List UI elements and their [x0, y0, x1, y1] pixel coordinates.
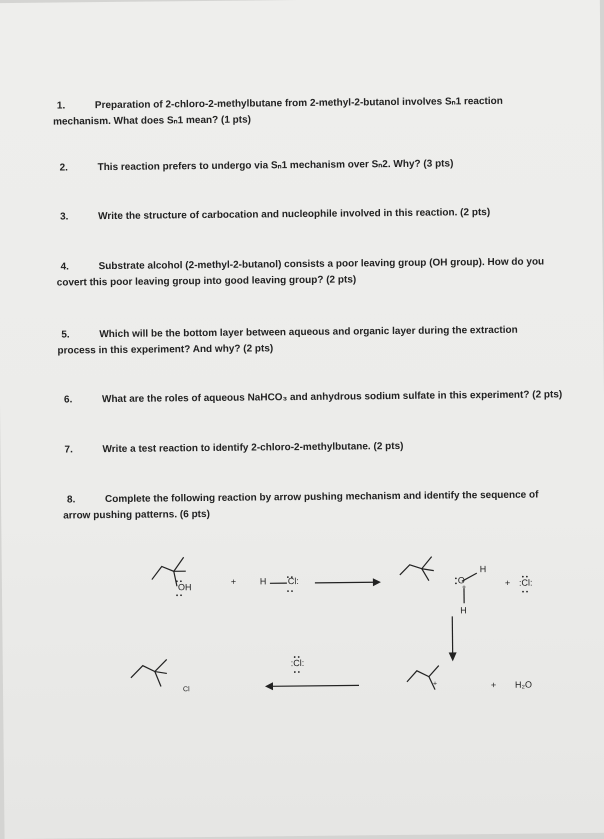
plus-sign: +: [231, 577, 236, 587]
product-chlorine-label: Cl: [183, 686, 190, 693]
question-text: Write a test reaction to identify 2-chloro-2-methylbutane. (2 pts): [102, 441, 403, 455]
question-number: 6.: [64, 392, 102, 408]
question-number: 7.: [64, 442, 102, 458]
question-number: 4.: [61, 259, 99, 275]
question-number: 8.: [67, 492, 105, 508]
question-text: Write the structure of carbocation and nucleophile involved in this reaction. (2 pts): [98, 207, 490, 222]
oxonium-charge: +: [462, 584, 466, 591]
question-text: Which will be the bottom layer between aqueous and organic layer during the extraction: [99, 325, 517, 340]
forward-arrowhead: [373, 578, 381, 586]
carbocation-charge: +: [433, 681, 437, 688]
question-text: This reaction prefers to undergo via Sₙ1 mechanism over Sₙ2. Why? (3 pts): [97, 158, 453, 173]
question-text: Substrate alcohol (2-methyl-2-butanol) consists a poor leaving group (OH group). How do you: [99, 256, 545, 272]
hydroxyl-label: OH: [178, 582, 192, 592]
down-arrowhead: [449, 652, 457, 661]
oxonium-oxygen-label: O: [458, 575, 465, 585]
question-text-continued: covert this poor leaving group into good leaving group? (2 pts): [57, 270, 571, 291]
question-text: Complete the following reaction by arrow pushing mechanism and identify the sequence of: [105, 490, 538, 506]
question-text-continued: arrow pushing patterns. (6 pts): [63, 503, 577, 524]
question-text: Preparation of 2-chloro-2-methylbutane from 2-methyl-2-butanol involves Sₙ1 reaction: [95, 96, 503, 111]
forward-arrow: [315, 582, 374, 583]
hydrogen-label: H: [260, 576, 267, 586]
plus-sign: +: [491, 680, 496, 690]
oxonium-skeleton: [400, 557, 432, 575]
product-skeleton: [131, 659, 167, 677]
question-text-continued: mechanism. What does Sₙ1 mean? (1 pts): [53, 110, 537, 131]
oxonium-hydrogen-bottom: H: [460, 605, 467, 615]
back-arrowhead: [265, 682, 273, 690]
back-arrow: [271, 685, 359, 686]
question-number: 5.: [61, 327, 99, 343]
chloride-ion: :Cl:: [519, 578, 533, 588]
question-number: 2.: [59, 160, 97, 176]
alcohol-skeleton: [152, 557, 184, 579]
chlorine-label: Cl:: [288, 576, 299, 586]
plus-sign: +: [505, 578, 510, 588]
question-number: 3.: [60, 209, 98, 225]
chloride-ion: :Cl:: [291, 658, 305, 668]
question-text-continued: process in this experiment? And why? (2 pts): [57, 338, 571, 359]
question-text: What are the roles of aqueous NaHCO₃ and anhydrous sodium sulfate in this experiment? (2 pts): [102, 389, 562, 405]
water-label: H₂O: [515, 680, 532, 690]
oxonium-hydrogen-top: H: [480, 564, 487, 574]
question-number: 1.: [57, 98, 95, 114]
carbocation-skeleton: [407, 666, 439, 682]
